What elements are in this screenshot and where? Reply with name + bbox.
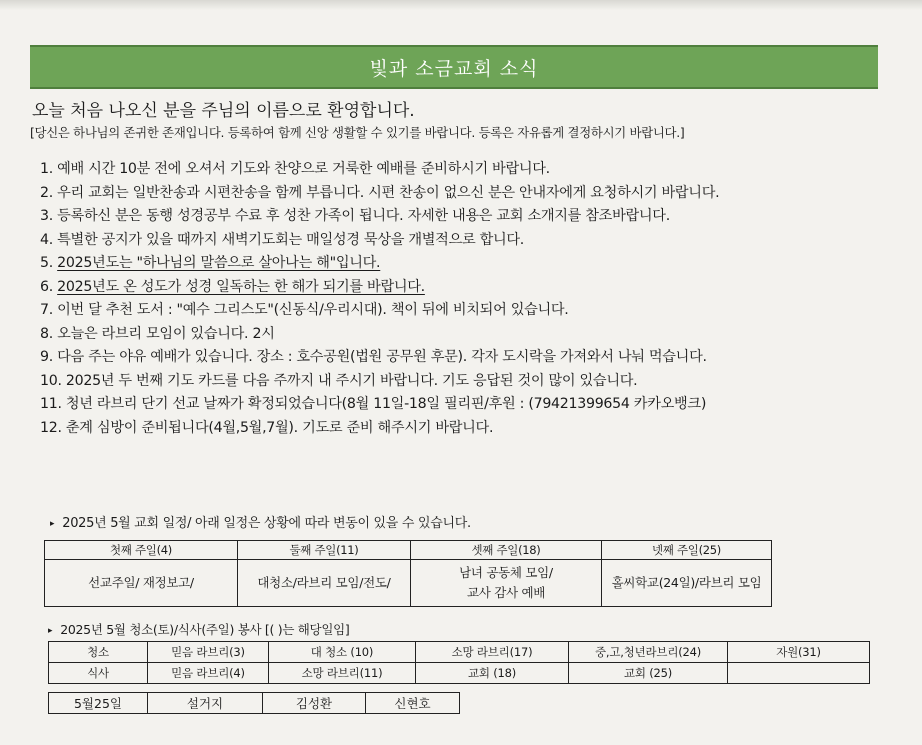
notice-item (40, 183, 719, 207)
notice-number: 3. (40, 208, 53, 224)
table-cell: 자원(31) (728, 642, 870, 663)
notice-number: 2. (40, 184, 53, 201)
service-heading-text: 2025년 5월 청소(토)/식사(주일) 봉사 [( )는 해당일임] (60, 622, 350, 637)
table-cell: 대청소/라브리 모임/전도/ (238, 560, 411, 607)
notice-item (40, 347, 719, 371)
table-cell: 소망 라브리(17) (416, 642, 569, 663)
table-header-row (45, 541, 772, 560)
schedule-heading (50, 512, 471, 531)
bullet-icon: ▸ (48, 626, 53, 636)
table-cell: 교회 (18) (416, 663, 569, 684)
notice-text: 예배 시간 10분 전에 오셔서 기도와 찬양으로 거룩한 예배를 준비하시기 바랍니다. (57, 161, 550, 177)
notice-number: 7. (40, 302, 53, 318)
notice-text: 다음 주는 야유 예배가 있습니다. 장소 : 호수공원(법원 공무원 후문). 각자 도시락을 가져와서 나눠 먹습니다. (57, 349, 707, 365)
notice-number: 1. (40, 161, 53, 177)
notice-text: 등록하신 분은 동행 성경공부 수료 후 성찬 가족이 됩니다. 자세한 내용은 교회 소개지를 참조바랍니다. (57, 208, 670, 224)
notice-number: 11. (40, 396, 62, 412)
welcome-heading: 오늘 처음 나오신 분을 주님의 이름으로 환영합니다. (32, 101, 415, 121)
dish-duty-table (48, 692, 460, 714)
table-cell: 교회 (25) (569, 663, 728, 684)
table-row (49, 693, 460, 714)
table-cell: 대 청소 (10) (269, 642, 416, 663)
table-row (49, 663, 870, 684)
notice-item (40, 230, 719, 254)
notice-number: 5. (40, 255, 53, 271)
notice-item (40, 324, 719, 348)
notice-text: 특별한 공지가 있을 때까지 새벽기도회는 매일성경 묵상을 개별적으로 합니다. (57, 231, 525, 248)
table-cell: 중,고,청년라브리(24) (569, 642, 728, 663)
notice-text: 춘계 심방이 준비됩니다(4월,5월,7월). 기도로 준비 해주시기 바랍니다. (65, 419, 494, 436)
notice-text: 2025년도 온 성도가 성경 일독하는 한 해가 되기를 바랍니다. (57, 278, 425, 295)
notice-item (40, 206, 719, 230)
bulletin-title-banner (30, 45, 878, 89)
notice-text: 2025년도는 "하나님의 말씀으로 살아나는 해"입니다. (57, 255, 381, 271)
table-cell: 믿음 라브리(4) (148, 663, 269, 684)
table-cell: 신현호 (366, 693, 460, 714)
service-table (48, 641, 870, 684)
notice-item (40, 277, 719, 301)
notice-text: 청년 라브리 단기 선교 날짜가 확정되었습니다(8월 11일-18일 필리핀/후원 : (79421399654 카카오뱅크) (65, 396, 707, 412)
notice-number: 12. (40, 419, 62, 436)
notice-number: 8. (40, 325, 53, 342)
cell-line: 남녀 공동체 모임/ (459, 565, 553, 580)
schedule-table (44, 540, 772, 607)
notice-list (40, 159, 719, 441)
table-cell: 설거지 (148, 693, 263, 714)
table-row (49, 642, 870, 663)
notice-number: 10. (40, 372, 62, 389)
table-cell: 소망 라브리(11) (269, 663, 416, 684)
table-cell: 믿음 라브리(3) (148, 642, 269, 663)
bulletin-title: 빛과 소금교회 소식 (369, 57, 539, 80)
notice-item (40, 300, 719, 324)
table-header-cell: 셋째 주일(18) (411, 541, 602, 560)
table-cell: 5월25일 (49, 693, 148, 714)
notice-text: 우리 교회는 일반찬송과 시편찬송을 함께 부릅니다. 시편 찬송이 없으신 분은 안내자에게 요청하시기 바랍니다. (57, 184, 720, 201)
table-cell: 식사 (49, 663, 148, 684)
table-cell: 선교주일/ 재정보고/ (45, 560, 238, 607)
table-cell: 청소 (49, 642, 148, 663)
table-header-cell: 넷째 주일(25) (602, 541, 772, 560)
notice-item (40, 418, 719, 442)
notice-item (40, 253, 719, 277)
notice-text: 이번 달 추천 도서 : "예수 그리스도"(신동식/우리시대). 책이 뒤에 비치되어 있습니다. (57, 302, 569, 318)
table-header-cell: 둘째 주일(11) (238, 541, 411, 560)
notice-item (40, 371, 719, 395)
page-top-edge (0, 0, 922, 10)
notice-text: 오늘은 라브리 모임이 있습니다. 2시 (57, 325, 275, 342)
welcome-subtext: [당신은 하나님의 존귀한 존재입니다. 등록하여 함께 신앙 생활할 수 있기를 바랍니다. 등록은 자유롭게 결정하시기 바랍니다.] (30, 125, 685, 140)
table-cell (728, 663, 870, 684)
table-cell: 홀씨학교(24일)/라브리 모임 (602, 560, 772, 607)
table-header-cell: 첫째 주일(4) (45, 541, 238, 560)
service-heading (48, 620, 349, 638)
notice-number: 9. (40, 349, 53, 365)
notice-text: 2025년 두 번째 기도 카드를 다음 주까지 내 주시기 바랍니다. 기도 응답된 것이 많이 있습니다. (65, 372, 638, 389)
table-cell: 김성환 (263, 693, 366, 714)
notice-item (40, 394, 719, 418)
notice-number: 4. (40, 231, 53, 248)
notice-number: 6. (40, 278, 53, 295)
table-cell (411, 560, 602, 607)
notice-item (40, 159, 719, 183)
table-row (45, 560, 772, 607)
schedule-heading-text: 2025년 5월 교회 일정/ 아래 일정은 상황에 따라 변동이 있을 수 있습니다. (62, 516, 471, 531)
cell-line: 교사 감사 예배 (467, 585, 545, 600)
bullet-icon: ▸ (50, 519, 55, 529)
